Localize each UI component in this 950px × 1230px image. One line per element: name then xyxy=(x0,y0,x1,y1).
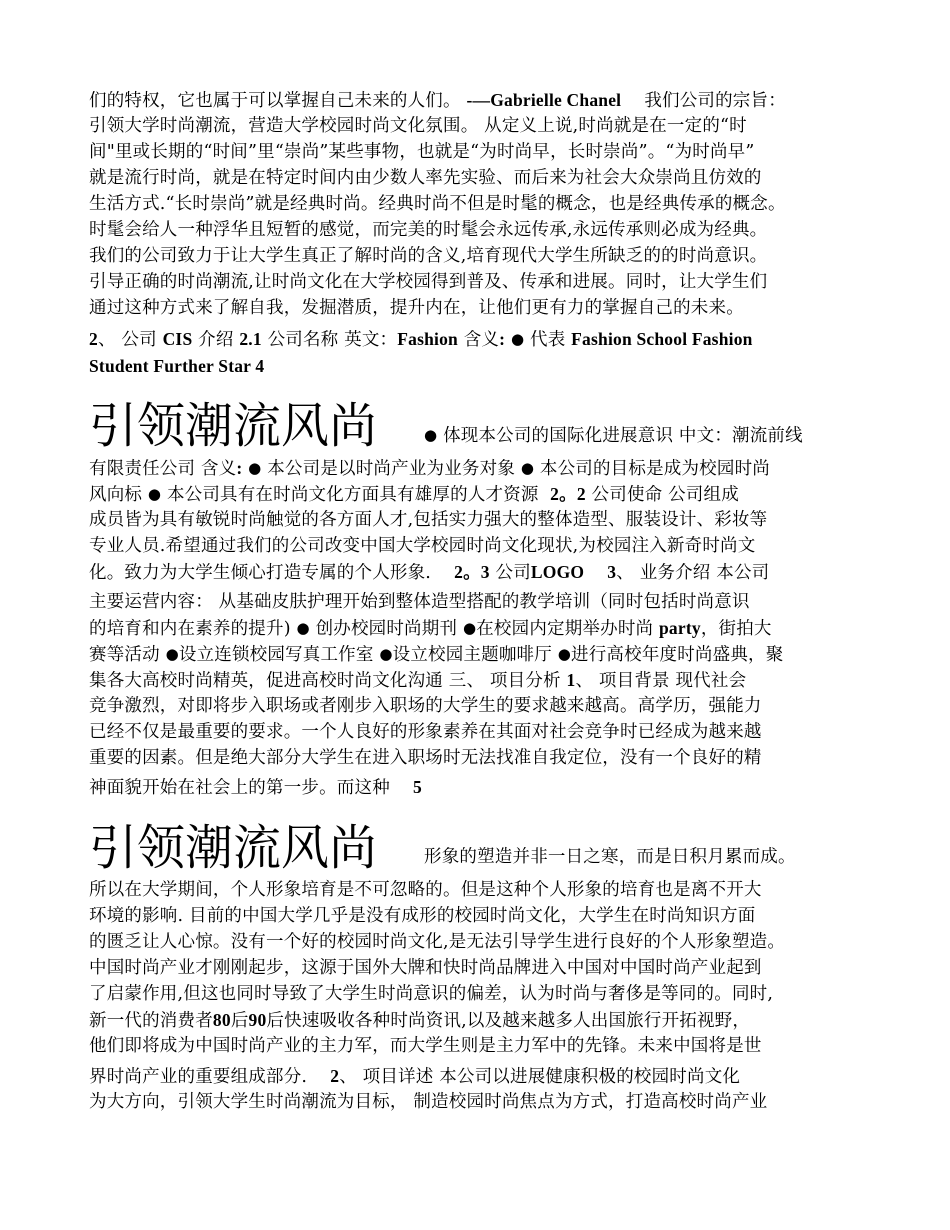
text-line: 引导正确的时尚潮流,让时尚文化在大学校园得到普及、传承和进展。同时，让大学生们 xyxy=(89,272,768,292)
bold-term: Fashion xyxy=(397,329,458,349)
text-span: 设立连锁校园写真工作室 xyxy=(178,645,374,665)
text-span: 后快速吸收各种时尚资讯,以及越来越多人出国旅行开拓视野， xyxy=(266,1011,751,1031)
bullet-icon: ● xyxy=(379,645,393,663)
text-line: 引领大学时尚潮流，营造大学校园时尚文化氛围。 从定义上说,时尚就是在一定的“时 xyxy=(89,116,747,136)
text-span: 神面貌开始在社会上的第一步。而这种 xyxy=(89,778,390,798)
text-span: 赛等活动 xyxy=(89,645,160,665)
text-line: 间"里或长期的“时间”里“崇尚”某些事物，也就是“为时尚早，长时崇尚”。“为时尚早” xyxy=(89,142,755,162)
text-line: 成员皆为具有敏锐时尚触觉的各方面人才,包括实力强大的整体造型、服装设计、彩妆等 xyxy=(89,510,768,530)
bold-term: CIS xyxy=(162,329,193,349)
bullet-icon: ● xyxy=(557,645,572,663)
text-span: 我们公司的宗旨： xyxy=(644,91,786,111)
text-line: 为大方向，引领大学生时尚潮流为目标， 制造校园时尚焦点为方式，打造高校时尚产业 xyxy=(89,1092,768,1112)
text-line xyxy=(89,482,739,507)
page-number: 5 xyxy=(412,777,422,797)
bold-term: party xyxy=(659,618,701,638)
text-line: 所以在大学期间，个人形象培育是不可忽略的。但是这种个人形象的培育也是离不开大 xyxy=(89,880,762,900)
text-line: 通过这种方式来了解自我，发掘潜质，提升内在，让他们更有力的掌握自己的未来。 xyxy=(89,298,744,318)
text-span: 后 xyxy=(230,1011,249,1031)
text-span: 进行高校年度时尚盛典，聚 xyxy=(571,645,784,665)
text-span: 、 项目背景 现代社会 xyxy=(575,671,747,691)
text-line: 专业人员.希望通过我们的公司改变中国大学校园时尚文化现状,为校园注入新奇时尚文 xyxy=(89,536,756,556)
bullet-icon: ● xyxy=(147,485,162,503)
section-number: 2。2 xyxy=(550,484,586,504)
text-line: 环境的影响. 目前的中国大学几乎是没有成形的校园时尚文化，大学生在时尚知识方面 xyxy=(89,906,756,926)
text-span: 、 公司 xyxy=(97,330,157,350)
text-span: 界时尚产业的重要组成部分. xyxy=(89,1067,308,1087)
text-line: 重要的因素。但是绝大部分大学生在进入职场时无法找准自我定位，没有一个良好的精 xyxy=(89,748,762,768)
text-span: 在校园内定期举办时尚 xyxy=(476,619,654,639)
bullet-icon: ● xyxy=(424,426,438,444)
text-span: 本公司具有在时尚文化方面具有雄厚的人才资源 xyxy=(166,485,539,505)
text-span: 本公司的目标是成为校园时尚 xyxy=(539,459,770,479)
text-span: 有限责任公司 含义 xyxy=(89,459,237,479)
text-line xyxy=(89,1064,740,1089)
bold-number: 80 xyxy=(212,1010,231,1030)
text-line: 有限责任公司 含义: ● 本公司是以时尚产业为业务对象 ● 本公司的目标是成为校园时尚 xyxy=(89,458,770,479)
text-span: 设立校园主题咖啡厅 xyxy=(392,645,552,665)
text-span: 公司 xyxy=(495,563,531,583)
text-span: 们的特权，它也属于可以掌握自己未来的人们。 xyxy=(89,91,461,111)
text-span: 公司使命 公司组成 xyxy=(591,485,739,505)
text-span: 公司名称 英文： xyxy=(267,330,398,350)
text-span: 代表 xyxy=(530,330,566,350)
text-line: 的匮乏让人心惊。没有一个好的校园时尚文化,是无法引导学生进行良好的个人形象塑造。 xyxy=(89,932,786,952)
text-line xyxy=(89,668,746,693)
text-span: 、 业务介绍 本公司 xyxy=(616,563,770,583)
bullet-icon: ● xyxy=(165,645,179,663)
text-span: 风向标 xyxy=(89,485,143,505)
section-number: 2。3 xyxy=(454,562,490,582)
bold-term: LOGO xyxy=(530,562,585,582)
text-span: 的培育和内在素养的提升) xyxy=(89,619,291,639)
section-number: 1 xyxy=(566,670,576,690)
text-span: 本公司是以时尚产业为业务对象 xyxy=(267,459,516,479)
bullet-icon: ● xyxy=(510,330,525,348)
bullet-icon: ● xyxy=(296,619,310,637)
bullet-icon: ● xyxy=(248,459,262,477)
text-line: 2、 公司 CIS 介绍 2.1 公司名称 英文：Fashion 含义: ● 代表 Fashion School Fashion xyxy=(89,329,753,350)
quote-author: -—Gabrielle Chanel xyxy=(466,90,622,110)
text-line: 我们的公司致力于让大学生真正了解时尚的含义,培育现代大学生所缺乏的的时尚意识。 xyxy=(89,246,768,266)
text-span: 含义 xyxy=(463,330,500,350)
text-line: 已经不仅是最重要的要求。一个人良好的形象素养在其面对社会竞争时已经成为越来越 xyxy=(89,722,762,742)
bullet-icon: ● xyxy=(462,619,477,637)
text-line xyxy=(89,88,786,113)
text-span: 集各大高校时尚精英，促进高校时尚文化沟通 三、 项目分析 xyxy=(89,671,561,691)
text-span: 创办校园时尚期刊 xyxy=(315,619,458,639)
section-number: 3 xyxy=(607,562,617,582)
section-heading: 引领潮流风尚 xyxy=(89,398,378,454)
text-line: 就是流行时尚，就是在特定时间内由少数人率先实验、而后来为社会大众崇尚且仿效的 xyxy=(89,168,762,188)
text-line: 主要运营内容： 从基础皮肤护理开始到整体造型搭配的教学培训（同时包括时尚意识 xyxy=(89,592,750,612)
text-span: 新一代的消费者 xyxy=(89,1011,213,1031)
text-span: 介绍 xyxy=(198,330,234,350)
bold-term: Fashion School Fashion xyxy=(571,329,753,349)
text-line: 生活方式.“长时崇尚”就是经典时尚。经典时尚不但是时髦的概念，也是经典传承的概念。 xyxy=(89,194,786,214)
text-line xyxy=(89,616,772,641)
text-line xyxy=(89,642,783,667)
text-line: 时髦会给人一种浮华且短暂的感觉，而完美的时髦会永远传承,永远传承则必成为经典。 xyxy=(89,220,768,240)
text-span: 体现本公司的国际化进展意识 中文：潮流前线 xyxy=(443,426,803,446)
text-line: 竞争激烈，对即将步入职场或者刚步入职场的大学生的要求越来越高。高学历，强能力 xyxy=(89,696,762,716)
section-number: 2 xyxy=(89,329,98,349)
text-span: 化。致力为大学生倾心打造专属的个人形象. xyxy=(89,563,432,583)
bullet-icon: ● xyxy=(520,459,535,477)
text-line xyxy=(89,354,264,379)
text-line xyxy=(89,775,422,800)
text-line: 他们即将成为中国时尚产业的主力军，而大学生则是主力军中的先锋。未来中国将是世 xyxy=(89,1036,762,1056)
text-line: 中国时尚产业才刚刚起步，这源于国外大牌和快时尚品牌进入中国对中国时尚产业起到 xyxy=(89,958,762,978)
section-number: 2 xyxy=(330,1066,340,1086)
text-span: ，街拍大 xyxy=(700,619,772,639)
text-line: 了启蒙作用,但这也同时导致了大学生时尚意识的偏差，认为时尚与奢侈是等同的。同时, xyxy=(89,984,774,1004)
section-heading: 引领潮流风尚 xyxy=(89,820,378,876)
text-line xyxy=(89,1008,750,1033)
text-line xyxy=(89,560,769,585)
text-line xyxy=(424,423,803,448)
bold-term: Student Further Star 4 xyxy=(89,356,265,376)
section-number: 2.1 xyxy=(239,329,262,349)
text-line: 形象的塑造并非一日之寒，而是日积月累而成。 xyxy=(424,847,796,867)
bold-number: 90 xyxy=(248,1010,267,1030)
text-span: 、 项目详述 本公司以进展健康积极的校园时尚文化 xyxy=(339,1067,741,1087)
